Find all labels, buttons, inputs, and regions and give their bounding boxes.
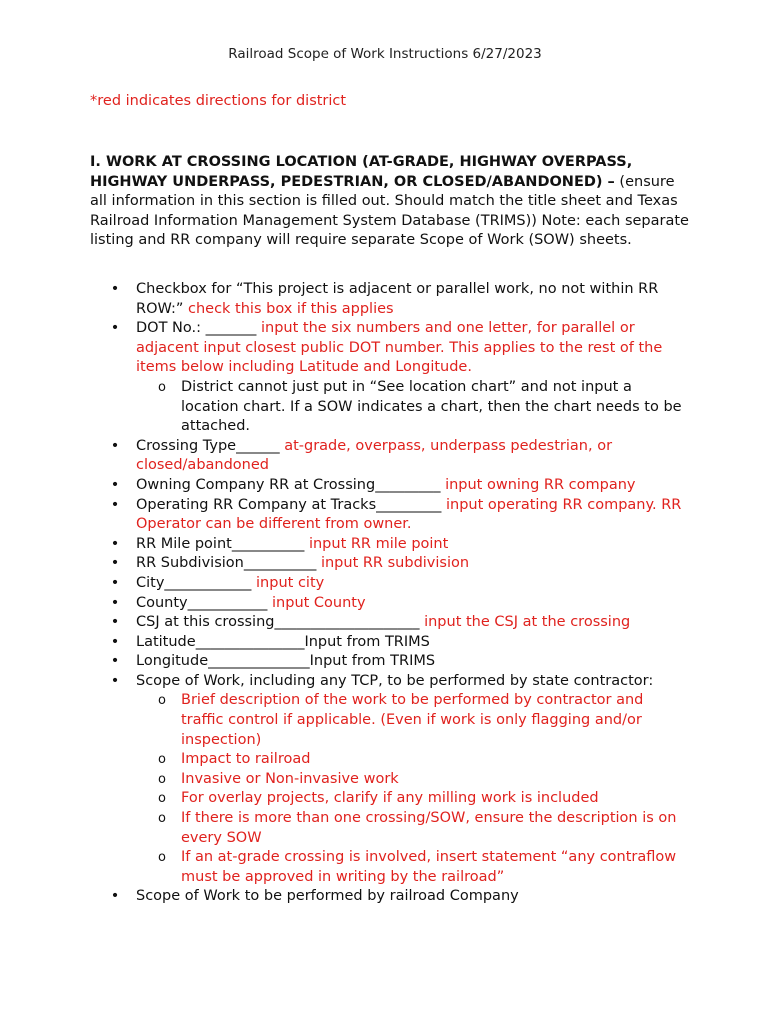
bullet-icon: •: [110, 535, 120, 552]
sub-bullet-icon: o: [158, 791, 166, 807]
sub-item-direction: For overlay projects, clarify if any milling work is included: [181, 790, 599, 807]
sub-item-text: District cannot just put in “See location chart” and not input a location chart. If a SOW indicates a chart, then the chart needs to be attached.: [181, 378, 682, 435]
item-label: Scope of Work to be performed by railroad Company: [136, 888, 519, 905]
list-item: [90, 652, 690, 672]
sub-bullet-icon: o: [158, 752, 166, 768]
list-item: [90, 554, 690, 574]
item-direction: input RR mile point: [308, 535, 449, 552]
item-source: Input from TRIMS: [304, 633, 430, 650]
item-blank: ______: [236, 437, 280, 454]
bullet-icon: •: [110, 476, 120, 493]
sub-bullet-icon: o: [158, 379, 166, 395]
sub-item-direction: If an at-grade crossing is involved, insert statement “any contraflow must be approved in writing by the railroad”: [181, 849, 677, 885]
item-blank: ______________: [208, 653, 310, 670]
sub-item-direction: Invasive or Non-invasive work: [181, 770, 399, 787]
sub-list-item: [90, 378, 690, 437]
sub-list-item: [90, 750, 690, 770]
page-header: Railroad Scope of Work Instructions 6/27/2023: [228, 46, 542, 62]
sub-bullet-icon: o: [158, 850, 166, 866]
item-blank: ___________: [187, 594, 268, 611]
item-label: DOT No.:: [136, 320, 206, 337]
item-direction: input operating RR company. RR Operator can be different from owner.: [136, 496, 682, 533]
item-label: City: [136, 574, 165, 591]
item-label: RR Mile point: [136, 535, 232, 552]
item-label: County: [136, 594, 188, 611]
sub-item-direction: Impact to railroad: [181, 751, 311, 768]
bullet-icon: •: [110, 320, 120, 337]
bullet-icon: •: [110, 672, 120, 689]
sub-list-item: [90, 691, 690, 750]
list-item: [90, 613, 690, 633]
item-blank: __________: [231, 535, 305, 552]
item-blank: _________: [376, 496, 442, 513]
section-title: I. WORK AT CROSSING LOCATION (AT-GRADE, HIGHWAY OVERPASS, HIGHWAY UNDERPASS, PEDESTRIAN, OR CLOSED/ABANDONED) –: [90, 154, 633, 190]
item-blank: ____________: [164, 574, 252, 591]
bullet-icon: •: [110, 281, 120, 297]
bullet-icon: •: [110, 574, 120, 591]
item-direction: input County: [272, 594, 366, 611]
list-item: [90, 887, 690, 907]
sub-list-item: [90, 809, 690, 848]
item-direction: input city: [256, 574, 325, 591]
item-label: Crossing Type: [136, 437, 237, 454]
item-label: Scope of Work, including any TCP, to be performed by state contractor:: [136, 672, 654, 689]
item-direction: input owning RR company: [445, 476, 636, 493]
red-note: *red indicates directions for district: [90, 93, 347, 109]
section-intro: [90, 153, 690, 251]
bullet-icon: •: [110, 594, 120, 611]
sub-item-direction: If there is more than one crossing/SOW, ensure the description is on every SOW: [181, 810, 677, 846]
item-blank: _______: [205, 320, 257, 337]
item-blank: __________: [243, 555, 317, 572]
item-label: Longitude: [136, 653, 209, 670]
bullet-icon: •: [110, 633, 120, 650]
sub-bullet-icon: o: [158, 693, 166, 709]
sub-list-item: [90, 770, 690, 790]
sub-item-direction: Brief description of the work to be performed by contractor and traffic control if applicable. (Even if work is only flagging and/or inspection): [181, 692, 644, 748]
sub-list-item: [90, 848, 690, 887]
item-blank: _______________: [195, 633, 305, 650]
list-item: [90, 535, 690, 555]
item-label: Checkbox for “This project is adjacent or parallel work, no not within RR ROW:”: [136, 281, 659, 317]
sub-list-item: [90, 789, 690, 809]
item-direction: check this box if this applies: [187, 300, 394, 317]
bullet-icon: •: [110, 555, 120, 572]
item-label: CSJ at this crossing: [136, 614, 275, 631]
item-label: RR Subdivision: [136, 555, 244, 572]
list-item: [90, 633, 690, 653]
item-label: Owning Company RR at Crossing: [136, 476, 376, 493]
item-direction: input RR subdivision: [320, 555, 470, 572]
list-item: [90, 496, 690, 535]
bullet-icon: •: [110, 653, 120, 670]
item-label: Operating RR Company at Tracks: [136, 496, 377, 513]
section-body: (ensure all information in this section is filled out. Should match the title sheet and Texas Railroad Information Management System Database (TRIMS)) Note: each separate listing and RR company will require separate Scope of Work (SOW) sheets.: [90, 173, 689, 249]
bullet-icon: •: [110, 437, 120, 454]
item-direction: input the six numbers and one letter, for parallel or adjacent input closest public DOT number. This applies to the rest of the items below including Latitude and Longitude.: [136, 320, 663, 376]
list-item: [90, 476, 690, 496]
bullet-icon: •: [110, 888, 120, 905]
item-blank: ____________________: [274, 614, 420, 631]
item-blank: _________: [375, 476, 441, 493]
bullet-icon: •: [110, 614, 120, 631]
list-item: [90, 437, 690, 476]
list-item: [90, 319, 690, 378]
sub-bullet-icon: o: [158, 771, 166, 787]
item-label: Latitude: [136, 633, 196, 650]
list-item: [90, 574, 690, 594]
sub-bullet-icon: o: [158, 811, 166, 827]
list-item: [90, 280, 690, 319]
bullet-icon: •: [110, 496, 120, 513]
list-item: [90, 672, 690, 692]
item-direction: input the CSJ at the crossing: [424, 614, 631, 631]
instruction-list: [90, 280, 690, 907]
item-source: Input from TRIMS: [309, 653, 436, 670]
list-item: [90, 594, 690, 614]
item-direction: at-grade, overpass, underpass pedestrian, or closed/abandoned: [136, 437, 613, 474]
